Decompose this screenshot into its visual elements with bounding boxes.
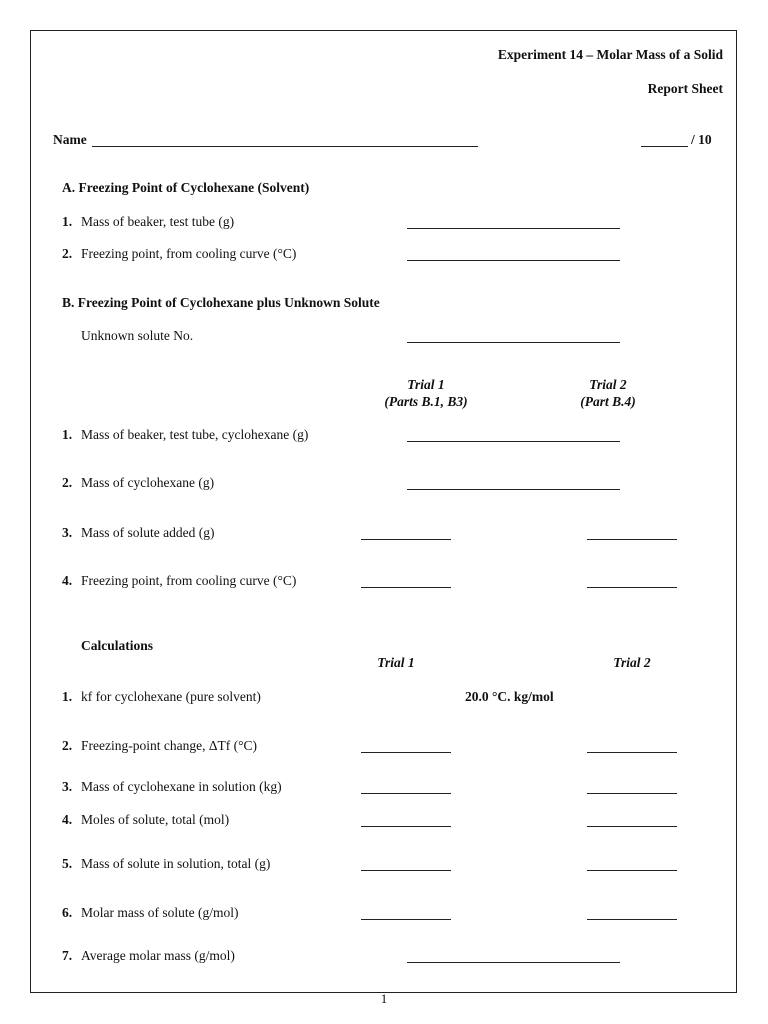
a2-number: 2. bbox=[62, 246, 73, 261]
b3-trial2-field[interactable] bbox=[587, 539, 677, 540]
c7-label: Average molar mass (g/mol) bbox=[81, 948, 235, 963]
b1-answer-field[interactable] bbox=[407, 441, 620, 442]
c5-trial1-field[interactable] bbox=[361, 870, 451, 871]
c3-trial2-field[interactable] bbox=[587, 793, 677, 794]
b4-label: Freezing point, from cooling curve (°C) bbox=[81, 573, 297, 588]
section-a-heading: A. Freezing Point of Cyclohexane (Solvent) bbox=[62, 180, 310, 195]
calculations-heading: Calculations bbox=[81, 638, 154, 653]
c5-trial2-field[interactable] bbox=[587, 870, 677, 871]
calc-trial2-header: Trial 2 bbox=[613, 655, 651, 670]
b4-trial1-field[interactable] bbox=[361, 587, 451, 588]
c5-number: 5. bbox=[62, 856, 73, 871]
b3-trial1-field[interactable] bbox=[361, 539, 451, 540]
a2-label: Freezing point, from cooling curve (°C) bbox=[81, 246, 297, 261]
trial2-parts: (Part B.4) bbox=[580, 394, 636, 409]
c3-label: Mass of cyclohexane in solution (kg) bbox=[81, 779, 282, 794]
score-field[interactable] bbox=[641, 146, 688, 147]
c6-label: Molar mass of solute (g/mol) bbox=[81, 905, 239, 920]
unknown-solute-field[interactable] bbox=[407, 342, 620, 343]
trial2-header: Trial 2 bbox=[589, 377, 627, 392]
c4-trial1-field[interactable] bbox=[361, 826, 451, 827]
c2-number: 2. bbox=[62, 738, 73, 753]
b3-number: 3. bbox=[62, 525, 73, 540]
c6-trial2-field[interactable] bbox=[587, 919, 677, 920]
report-sheet-frame bbox=[30, 30, 737, 993]
c4-label: Moles of solute, total (mol) bbox=[81, 812, 230, 827]
name-field[interactable] bbox=[92, 146, 478, 147]
c5-label: Mass of solute in solution, total (g) bbox=[81, 856, 271, 871]
a1-number: 1. bbox=[62, 214, 73, 229]
b4-trial2-field[interactable] bbox=[587, 587, 677, 588]
a1-answer-field[interactable] bbox=[407, 228, 620, 229]
c7-number: 7. bbox=[62, 948, 73, 963]
c2-trial2-field[interactable] bbox=[587, 752, 677, 753]
c1-label: kf for cyclohexane (pure solvent) bbox=[81, 689, 261, 704]
b2-label: Mass of cyclohexane (g) bbox=[81, 475, 215, 490]
c3-number: 3. bbox=[62, 779, 73, 794]
b2-number: 2. bbox=[62, 475, 73, 490]
c2-label: Freezing-point change, ΔTf (°C) bbox=[81, 738, 258, 753]
c4-number: 4. bbox=[62, 812, 73, 827]
b3-label: Mass of solute added (g) bbox=[81, 525, 215, 540]
c3-trial1-field[interactable] bbox=[361, 793, 451, 794]
unknown-solute-label: Unknown solute No. bbox=[81, 328, 194, 343]
b4-number: 4. bbox=[62, 573, 73, 588]
c7-answer-field[interactable] bbox=[407, 962, 620, 963]
section-b-heading: B. Freezing Point of Cyclohexane plus Unknown Solute bbox=[62, 295, 380, 310]
score-total: / 10 bbox=[691, 132, 712, 147]
c2-trial1-field[interactable] bbox=[361, 752, 451, 753]
trial1-parts: (Parts B.1, B3) bbox=[384, 394, 468, 409]
page-number: 1 bbox=[380, 991, 388, 1006]
b2-answer-field[interactable] bbox=[407, 489, 620, 490]
c6-number: 6. bbox=[62, 905, 73, 920]
name-label: Name bbox=[53, 132, 87, 147]
document-title: Experiment 14 – Molar Mass of a Solid bbox=[497, 47, 723, 62]
c1-number: 1. bbox=[62, 689, 73, 704]
a1-label: Mass of beaker, test tube (g) bbox=[81, 214, 235, 229]
c6-trial1-field[interactable] bbox=[361, 919, 451, 920]
trial1-header: Trial 1 bbox=[407, 377, 445, 392]
c4-trial2-field[interactable] bbox=[587, 826, 677, 827]
b1-number: 1. bbox=[62, 427, 73, 442]
calc-trial1-header: Trial 1 bbox=[377, 655, 415, 670]
b1-label: Mass of beaker, test tube, cyclohexane (g) bbox=[81, 427, 309, 442]
kf-value: 20.0 °C. kg/mol bbox=[465, 689, 554, 704]
document-subtitle: Report Sheet bbox=[647, 81, 723, 96]
a2-answer-field[interactable] bbox=[407, 260, 620, 261]
